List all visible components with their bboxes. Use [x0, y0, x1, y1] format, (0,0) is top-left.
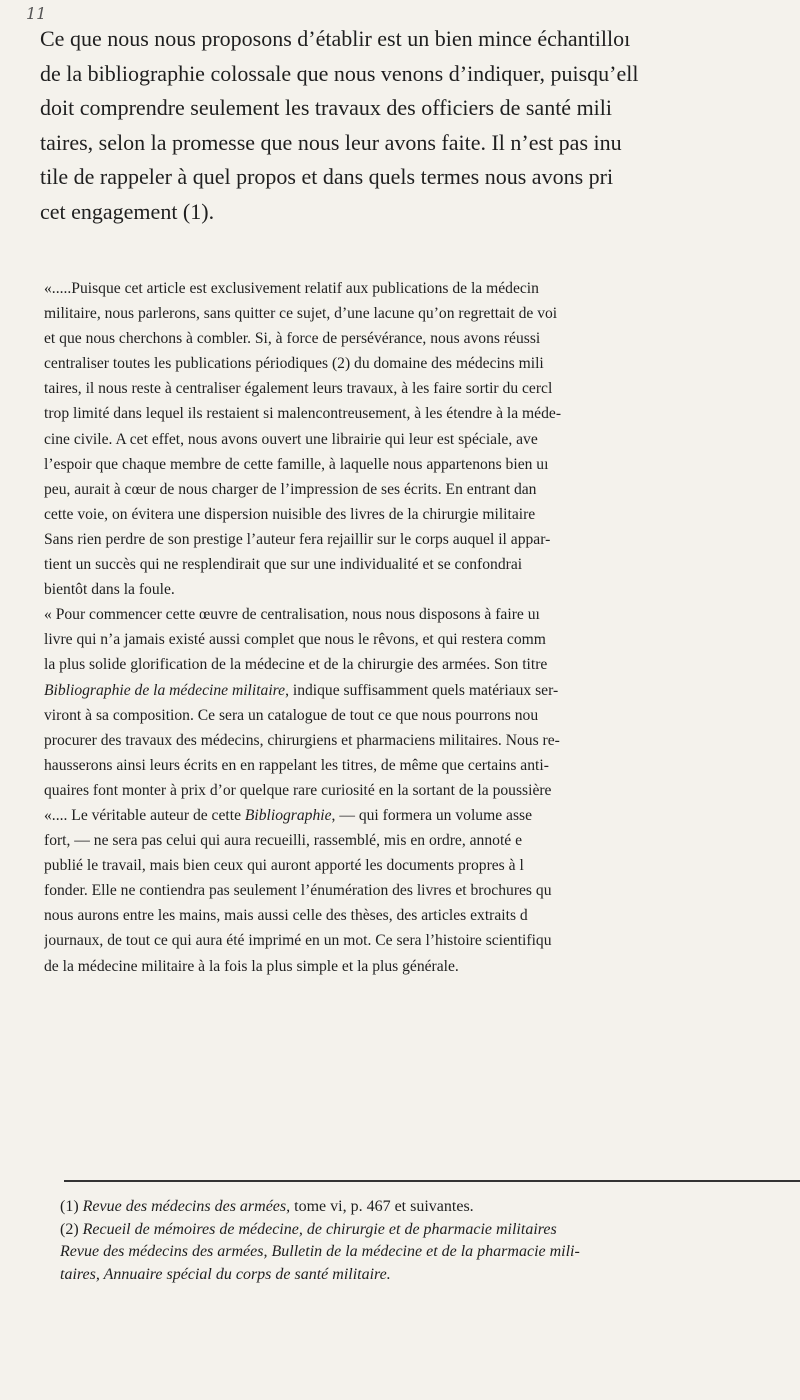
footnote-marker: (1): [60, 1198, 83, 1215]
quote-line: hausserons ainsi leurs écrits en en rappelant les titres, de même que certains anti-: [44, 756, 549, 774]
footnote-line: [60, 1264, 800, 1287]
page-number: 11: [26, 4, 47, 23]
quoted-article: [44, 276, 800, 979]
footnote-line: [60, 1219, 800, 1242]
quote-line: de la médecine militaire à la fois la plus simple et la plus générale.: [44, 957, 459, 975]
italic-title: Bibliographie: [244, 806, 332, 824]
quote-line: « Pour commencer cette œuvre de centralisation, nous nous disposons à faire uı: [44, 606, 540, 624]
intro-line: Ce que nous nous proposons d’établir est un bien mince échantilloı: [40, 26, 631, 51]
quote-line: cette voie, on évitera une dispersion nuisible des livres de la chirurgie militaire: [44, 505, 536, 523]
footnote-title: Revue des médecins des armées, Bulletin de la médecine et de la pharmacie mili-: [60, 1243, 580, 1260]
intro-line: tile de rappeler à quel propos et dans quels termes nous avons pri: [40, 164, 614, 189]
quote-line: et que nous cherchons à combler. Si, à force de persévérance, nous avons réussi: [44, 330, 541, 348]
footnote-line: [60, 1241, 800, 1264]
quote-line: la plus solide glorification de la médecine et de la chirurgie des armées. Son titre: [44, 656, 548, 674]
quote-line: fort, — ne sera pas celui qui aura recueilli, rassemblé, mis en ordre, annoté e: [44, 832, 523, 850]
quote-line: nous aurons entre les mains, mais aussi celle des thèses, des articles extraits d: [44, 907, 528, 925]
footnote-marker: (2): [60, 1220, 83, 1238]
intro-line: doit comprendre seulement les travaux des officiers de santé mili: [40, 95, 613, 120]
quote-line: peu, aurait à cœur de nous charger de l’impression de ses écrits. En entrant dan: [44, 480, 537, 498]
quote-line: viront à sa composition. Ce sera un catalogue de tout ce que nous pourrons nou: [44, 706, 539, 724]
quote-line: Bibliographie de la médecine militaire, indique suffisamment quels matériaux ser-: [44, 681, 559, 699]
quote-line: publié le travail, mais bien ceux qui auront apporté les documents propres à l: [44, 857, 524, 875]
quote-line: cine civile. A cet effet, nous avons ouvert une librairie qui leur est spéciale, ave: [44, 430, 538, 448]
footnote-title: taires, Annuaire spécial du corps de santé militaire.: [60, 1265, 391, 1283]
italic-title: Bibliographie de la médecine militaire: [44, 681, 286, 699]
quote-line: l’espoir que chaque membre de cette famille, à laquelle nous appartenons bien uı: [44, 455, 549, 473]
footnote-separator: [64, 1180, 800, 1182]
footnote-detail: tome vi, p. 467 et suivantes.: [290, 1198, 474, 1215]
quote-line: Sans rien perdre de son prestige l’auteur fera rejaillir sur le corps auquel il appar-: [44, 530, 551, 548]
quote-line: procurer des travaux des médecins, chirurgiens et pharmaciens militaires. Nous re-: [44, 731, 560, 749]
quote-line: «.....Puisque cet article est exclusivement relatif aux publications de la médecin: [44, 280, 539, 297]
footnote-line: [60, 1196, 800, 1219]
intro-line: cet engagement (1).: [40, 198, 215, 224]
quote-line: militaire, nous parlerons, sans quitter ce sujet, d’une lacune qu’on regrettait de voi: [44, 305, 558, 323]
footnote-title: Revue des médecins des armées,: [82, 1198, 291, 1215]
footnote-title: Recueil de mémoires de médecine, de chirurgie et de pharmacie militaires: [82, 1220, 557, 1238]
quote-line: «.... Le véritable auteur de cette Bibliographie, — qui formera un volume asse: [44, 806, 533, 824]
footnotes: [60, 1196, 800, 1286]
intro-paragraph: [40, 22, 800, 229]
quote-line: centraliser toutes les publications périodiques (2) du domaine des médecins mili: [44, 355, 544, 373]
quote-line: trop limité dans lequel ils restaient si malencontreusement, à les étendre à la méde-: [44, 405, 562, 423]
intro-line: taires, selon la promesse que nous leur avons faite. Il n’est pas inu: [40, 129, 622, 155]
intro-line: de la bibliographie colossale que nous venons d’indiquer, puisqu’ell: [40, 60, 639, 86]
quote-line: taires, il nous reste à centraliser également leurs travaux, à les faire sortir du cercl: [44, 380, 553, 398]
quote-line: tient un succès qui ne resplendirait que sur une individualité et se confondrai: [44, 556, 523, 574]
quote-line: livre qui n’a jamais existé aussi complet que nous le rêvons, et qui restera comm: [44, 631, 546, 649]
quote-line: fonder. Elle ne contiendra pas seulement l’énumération des livres et brochures qu: [44, 882, 552, 900]
quote-line: quaires font monter à prix d’or quelque rare curiosité en la sortant de la poussière: [44, 781, 552, 799]
quote-line: journaux, de tout ce qui aura été imprimé en un mot. Ce sera l’histoire scientifiqu: [44, 932, 552, 950]
quote-line: bientôt dans la foule.: [44, 581, 175, 599]
